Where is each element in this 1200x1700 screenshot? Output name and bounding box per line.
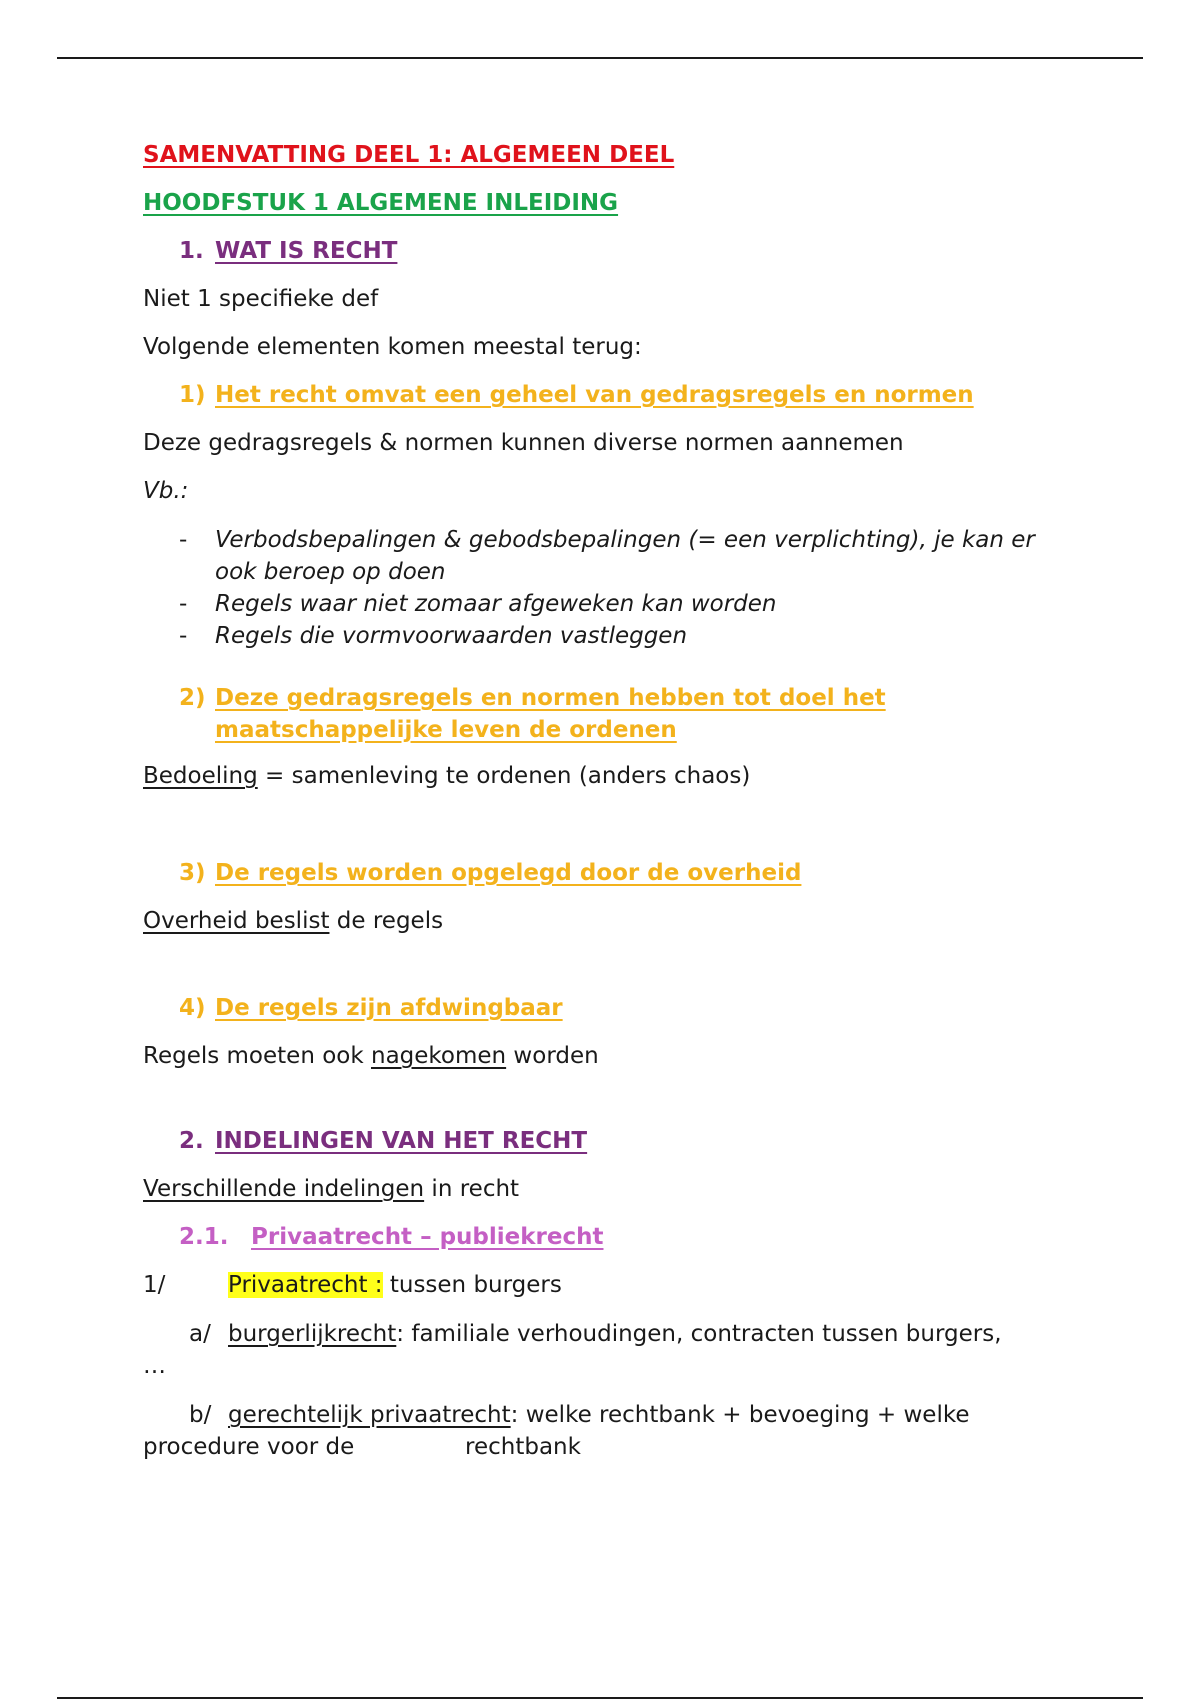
section-1-heading xyxy=(143,236,1083,267)
item-4-number: 4) xyxy=(179,995,206,1021)
section-1-number: 1. xyxy=(179,238,204,264)
paragraph: Regels moeten ook nagekomen worden xyxy=(143,1043,599,1069)
item-3-heading xyxy=(143,858,1083,889)
item-4-title: De regels zijn afdwingbaar xyxy=(215,995,563,1021)
point-a: a/ burgerlijkrecht: familiale verhoudingen, contracten tussen burgers, … xyxy=(143,1321,1002,1379)
paragraph: Bedoeling = samenleving te ordenen (anders chaos) xyxy=(143,763,751,789)
example-list xyxy=(143,524,1083,652)
dash-bullet: - xyxy=(179,591,188,617)
point-b: b/ gerechtelijk privaatrecht: welke rechtbank + bevoeging + welke procedure voor de rechtbank xyxy=(143,1402,970,1460)
paragraph: Verschillende indelingen in recht xyxy=(143,1176,520,1202)
item-2-title-line1: Deze gedragsregels en normen hebben tot doel het xyxy=(215,685,886,711)
item-2-heading xyxy=(143,682,1083,746)
list-item: - Regels die vormvoorwaarden vastleggen xyxy=(143,620,1083,652)
list-item: - Verbodsbepalingen & gebodsbepalingen (= een verplichting), je kan er ook beroep op doen xyxy=(143,524,1083,588)
paragraph: Deze gedragsregels & normen kunnen diverse normen aannemen xyxy=(143,430,904,456)
subsection-2-1-heading xyxy=(143,1222,1083,1253)
chapter-heading: HOODFSTUK 1 ALGEMENE INLEIDING xyxy=(143,190,619,216)
document-title: SAMENVATTING DEEL 1: ALGEMEEN DEEL xyxy=(143,142,675,168)
subsection-2-1-number: 2.1. xyxy=(179,1224,229,1250)
paragraph: Overheid beslist de regels xyxy=(143,908,444,934)
item-4-heading xyxy=(143,993,1083,1024)
document-body xyxy=(143,140,1083,1463)
section-2-number: 2. xyxy=(179,1128,204,1154)
item-2-number: 2) xyxy=(179,685,206,711)
item-3-number: 3) xyxy=(179,860,206,886)
dash-bullet: - xyxy=(179,623,188,649)
dash-bullet: - xyxy=(179,527,188,553)
section-2-title: INDELINGEN VAN HET RECHT xyxy=(215,1128,588,1154)
example-label: Vb.: xyxy=(143,478,189,504)
section-1-title: WAT IS RECHT xyxy=(215,238,398,264)
list-item: - Regels waar niet zomaar afgeweken kan worden xyxy=(143,588,1083,620)
header-rule xyxy=(57,57,1143,59)
item-1-title: Het recht omvat een geheel van gedragsregels en normen xyxy=(215,382,974,408)
item-2-title-line2: maatschappelijke leven de ordenen xyxy=(215,717,677,743)
subsection-2-1-title: Privaatrecht – publiekrecht xyxy=(251,1224,604,1250)
item-3-title: De regels worden opgelegd door de overheid xyxy=(215,860,802,886)
item-1-number: 1) xyxy=(179,382,206,408)
item-1-heading xyxy=(143,380,1083,411)
highlighted-term: Privaatrecht : xyxy=(228,1272,383,1298)
point-1: 1/ Privaatrecht : tussen burgers xyxy=(143,1272,562,1298)
paragraph: Niet 1 specifieke def xyxy=(143,286,379,312)
section-2-heading xyxy=(143,1126,1083,1157)
footer-rule xyxy=(57,1697,1143,1699)
paragraph: Volgende elementen komen meestal terug: xyxy=(143,334,642,360)
